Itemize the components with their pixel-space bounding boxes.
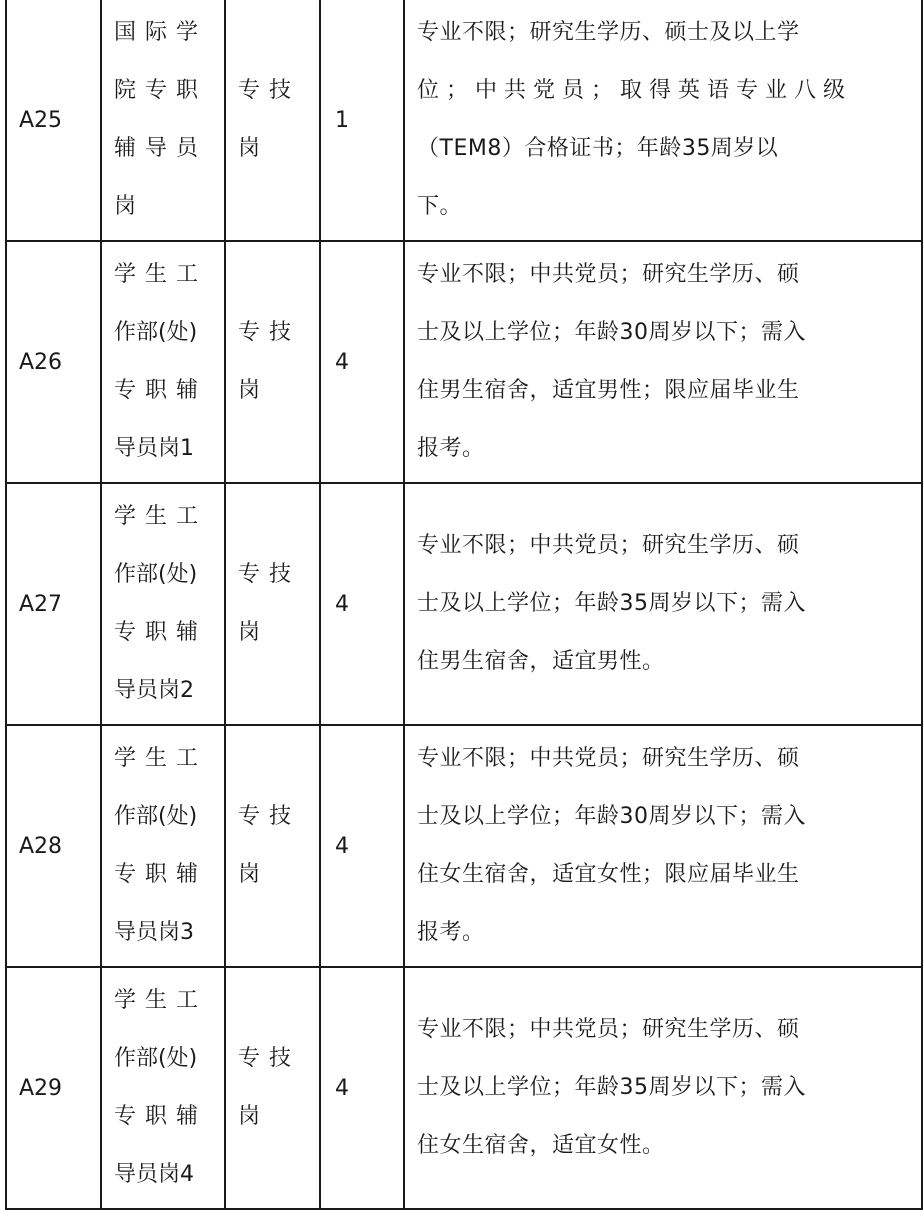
position-type-line: 专技 (238, 78, 301, 103)
position-name-line: 学生工 (114, 504, 208, 529)
position-name-line: 岗 (114, 194, 137, 219)
requirement-line: 住女生宿舍，适宜女性。 (417, 1133, 665, 1158)
position-name-line: 专职辅 (114, 620, 208, 645)
position-type-cell (225, 483, 320, 725)
requirement-line: 位；中共党员；取得英语专业八级 (417, 78, 853, 103)
position-name-line: 学生工 (114, 988, 208, 1013)
table-body (6, 0, 922, 1209)
position-name-line: 导员岗3 (114, 920, 194, 945)
headcount: 1 (320, 0, 404, 241)
job-positions-table (5, 0, 923, 1210)
position-name-cell (101, 725, 225, 967)
position-name-cell (101, 241, 225, 483)
requirement-line: 专业不限；中共党员；研究生学历、硕 (417, 746, 800, 771)
table-row (6, 967, 922, 1209)
requirements-cell (404, 0, 922, 241)
position-code: A29 (6, 967, 101, 1209)
headcount: 4 (320, 241, 404, 483)
headcount: 4 (320, 967, 404, 1209)
position-type-cell (225, 725, 320, 967)
position-type-line: 专技 (238, 804, 301, 829)
position-name-line: 学生工 (114, 262, 208, 287)
requirement-line: 士及以上学位；年龄30周岁以下；需入 (417, 804, 806, 829)
position-type-line: 岗 (238, 378, 261, 403)
position-name-line: 学生工 (114, 746, 208, 771)
requirement-line: 住男生宿舍，适宜男性；限应届毕业生 (417, 378, 800, 403)
position-code: A26 (6, 241, 101, 483)
position-name-line: 作部(处) (114, 562, 198, 587)
requirement-line: 士及以上学位；年龄35周岁以下；需入 (417, 1075, 806, 1100)
table-row (6, 241, 922, 483)
position-code: A28 (6, 725, 101, 967)
position-type-line: 专技 (238, 562, 301, 587)
position-name-line: 导员岗4 (114, 1162, 194, 1187)
position-type-line: 专技 (238, 320, 301, 345)
position-name-line: 作部(处) (114, 804, 198, 829)
position-name-line: 专职辅 (114, 1104, 208, 1129)
position-type-line: 岗 (238, 862, 261, 887)
requirement-line: （TEM8）合格证书；年龄35周岁以 (417, 136, 779, 161)
headcount: 4 (320, 483, 404, 725)
requirement-line: 下。 (417, 194, 463, 219)
requirement-line: 士及以上学位；年龄35周岁以下；需入 (417, 591, 806, 616)
requirement-line: 士及以上学位；年龄30周岁以下；需入 (417, 320, 806, 345)
position-name-line: 专职辅 (114, 378, 208, 403)
position-code: A25 (6, 0, 101, 241)
position-name-line: 院专职 (114, 78, 208, 103)
position-name-cell (101, 483, 225, 725)
requirement-line: 报考。 (417, 436, 485, 461)
position-type-cell (225, 967, 320, 1209)
table-row (6, 483, 922, 725)
position-type-cell (225, 241, 320, 483)
requirement-line: 专业不限；中共党员；研究生学历、硕 (417, 262, 800, 287)
position-type-line: 专技 (238, 1046, 301, 1071)
position-name-line: 国际学 (114, 20, 208, 45)
table-row (6, 725, 922, 967)
headcount: 4 (320, 725, 404, 967)
position-type-line: 岗 (238, 620, 261, 645)
position-name-line: 辅导员 (114, 136, 208, 161)
requirement-line: 住男生宿舍，适宜男性。 (417, 649, 665, 674)
requirement-line: 报考。 (417, 920, 485, 945)
requirement-line: 专业不限；研究生学历、硕士及以上学 (417, 20, 800, 45)
requirements-cell (404, 967, 922, 1209)
position-type-line: 岗 (238, 136, 261, 161)
position-type-cell (225, 0, 320, 241)
requirement-line: 住女生宿舍，适宜女性；限应届毕业生 (417, 862, 800, 887)
position-name-cell (101, 0, 225, 241)
requirements-cell (404, 483, 922, 725)
position-name-cell (101, 967, 225, 1209)
position-name-line: 导员岗2 (114, 678, 194, 703)
requirement-line: 专业不限；中共党员；研究生学历、硕 (417, 533, 800, 558)
position-type-line: 岗 (238, 1104, 261, 1129)
position-name-line: 专职辅 (114, 862, 208, 887)
position-code: A27 (6, 483, 101, 725)
table-row (6, 0, 922, 241)
requirement-line: 专业不限；中共党员；研究生学历、硕 (417, 1017, 800, 1042)
position-name-line: 作部(处) (114, 1046, 198, 1071)
position-name-line: 导员岗1 (114, 436, 194, 461)
requirements-cell (404, 725, 922, 967)
requirements-cell (404, 241, 922, 483)
position-name-line: 作部(处) (114, 320, 198, 345)
